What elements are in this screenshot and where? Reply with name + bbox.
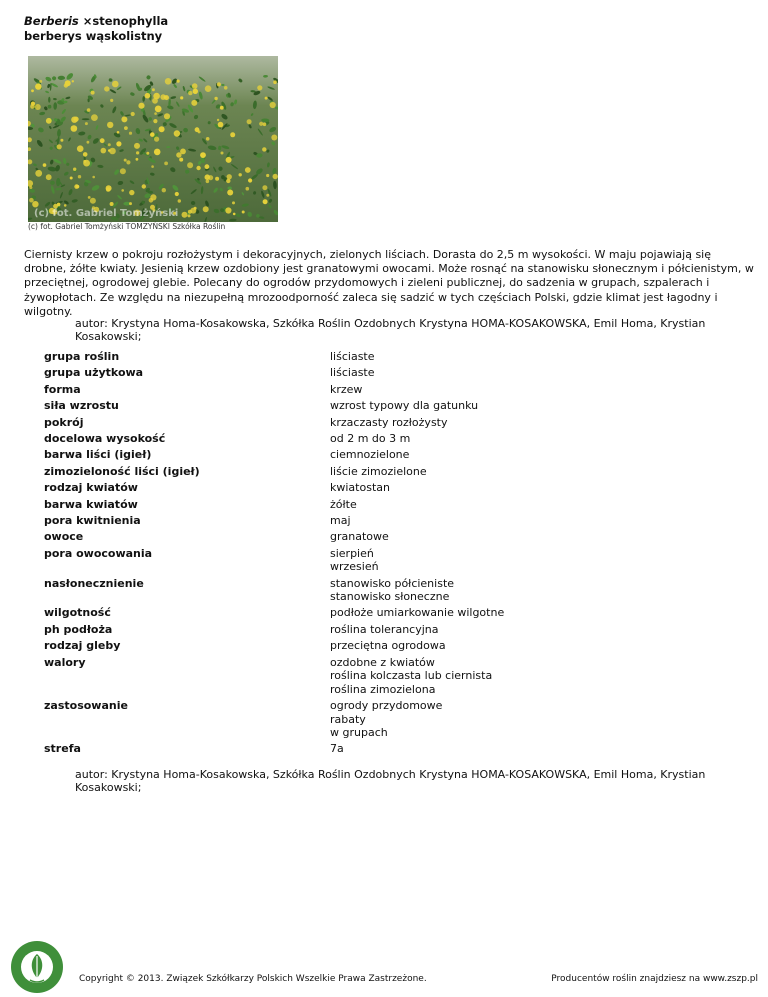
trait-row	[44, 399, 724, 413]
trait-value-line: ogrody przydomowe	[330, 699, 443, 713]
trait-row	[44, 350, 724, 364]
zszp-logo-icon	[10, 940, 64, 994]
trait-value-line: krzaczasty rozłożysty	[330, 415, 448, 429]
trait-value-line: 7a	[330, 742, 344, 756]
trait-value	[330, 639, 724, 653]
trait-value	[330, 577, 724, 604]
trait-value	[330, 699, 724, 740]
trait-value	[330, 366, 724, 380]
trait-label: zimozieloność liści (igieł)	[44, 464, 200, 478]
trait-value	[330, 547, 724, 574]
trait-value	[330, 606, 724, 620]
trait-row	[44, 623, 724, 637]
author-top: autor: Krystyna Homa-Kosakowska, Szkółka Roślin Ozdobnych Krystyna HOMA-KOSAKOWSKA, Emil Homa, Krystian Kosakowski;	[75, 317, 706, 343]
trait-value-line: wzrost typowy dla gatunku	[330, 399, 479, 413]
latin-hybrid: ×stenophylla	[82, 14, 169, 28]
trait-value-line: przeciętna ogrodowa	[330, 639, 446, 653]
trait-value-line: roślina kolczasta lub ciernista	[330, 669, 493, 683]
trait-value	[330, 383, 724, 397]
trait-row	[44, 383, 724, 397]
trait-label: owoce	[44, 530, 84, 544]
trait-value-line: żółte	[330, 497, 357, 511]
polish-name: berberys wąskolistny	[24, 29, 163, 43]
trait-row	[44, 465, 724, 479]
trait-value	[330, 623, 724, 637]
trait-label: pora kwitnienia	[44, 513, 141, 527]
trait-label: zastosowanie	[44, 699, 128, 713]
trait-value-line: liściaste	[330, 350, 375, 363]
trait-value-line: liście zimozielone	[330, 464, 427, 478]
trait-value	[330, 514, 724, 528]
trait-value-line: sierpień	[330, 546, 374, 560]
trait-value-line: wrzesień	[330, 560, 379, 574]
author-bottom: autor: Krystyna Homa-Kosakowska, Szkółka Roślin Ozdobnych Krystyna HOMA-KOSAKOWSKA, Emil Homa, Krystian Kosakowski;	[75, 768, 706, 794]
trait-row	[44, 639, 724, 653]
trait-row	[44, 742, 724, 756]
trait-label: rodzaj kwiatów	[44, 481, 138, 495]
trait-label: barwa liści (igieł)	[44, 448, 152, 462]
photo-watermark: (c) fot. Gabriel Tomżyński	[34, 208, 179, 219]
trait-row	[44, 530, 724, 544]
trait-value-line: krzew	[330, 382, 363, 396]
trait-value	[330, 498, 724, 512]
trait-value-line: roślina zimozielona	[330, 682, 436, 696]
plant-photo	[28, 56, 278, 222]
trait-value-line: stanowisko słoneczne	[330, 590, 450, 604]
trait-value-line: od 2 m do 3 m	[330, 431, 411, 445]
trait-value	[330, 350, 724, 364]
trait-value	[330, 481, 724, 495]
trait-value-line: ciemnozielone	[330, 448, 410, 462]
description: Ciernisty krzew o pokroju rozłożystym i dekoracyjnych, zielonych liściach. Dorasta do 2,5 m wysokości. W maju pojawiają się drobne, żółte kwiaty. Jesienią krzew ozdobiony jest granatowymi owocami. Może rosnąć na stanowisku słonecznym i półcienistym, w przeciętnej, ogrodowej glebie. Polecany do ogrodów przydomowych i zieleni publicznej, do sadzenia w grupach, szpalerach i żywopłotach. Ze względu na niezupełną mrozoodporność zaleca się sadzić w tych częściach Polski, gdzie klimat jest łagodny i wilgotny.	[24, 248, 754, 318]
footer-copyright: Copyright © 2013. Związek Szkółkarzy Polskich Wszelkie Prawa Zastrzeżone.	[79, 974, 427, 984]
trait-label: strefa	[44, 742, 81, 756]
trait-label: rodzaj gleby	[44, 639, 121, 653]
trait-label: barwa kwiatów	[44, 497, 138, 511]
trait-value-line: stanowisko półcieniste	[330, 576, 455, 590]
trait-row	[44, 656, 724, 697]
trait-label: siła wzrostu	[44, 399, 119, 413]
trait-value	[330, 742, 724, 756]
trait-value	[330, 656, 724, 697]
trait-row	[44, 498, 724, 512]
trait-label: forma	[44, 382, 81, 396]
trait-value	[330, 530, 724, 544]
footer-producers-link[interactable]: Producentów roślin znajdziesz na www.zszp.pl	[551, 974, 758, 984]
trait-label: docelowa wysokość	[44, 431, 166, 445]
trait-label: ph podłoża	[44, 622, 113, 636]
trait-value-line: granatowe	[330, 530, 389, 544]
trait-value	[330, 448, 724, 462]
photo-caption: (c) fot. Gabriel Tomżyński TOMZYŃSKI Szkółka Roślin	[28, 222, 226, 231]
trait-value-line: maj	[330, 513, 351, 527]
trait-value	[330, 465, 724, 479]
trait-value-line: rabaty	[330, 712, 366, 726]
trait-row	[44, 448, 724, 462]
trait-label: grupa roślin	[44, 350, 120, 363]
trait-row	[44, 481, 724, 495]
trait-label: nasłonecznienie	[44, 576, 144, 590]
latin-name: Berberis ×stenophylla	[24, 14, 169, 28]
trait-label: pokrój	[44, 415, 84, 429]
trait-row	[44, 547, 724, 574]
trait-value-line: roślina tolerancyjna	[330, 622, 439, 636]
trait-row	[44, 699, 724, 740]
trait-row	[44, 577, 724, 604]
trait-label: grupa użytkowa	[44, 366, 144, 380]
trait-row	[44, 514, 724, 528]
traits-table	[44, 350, 724, 759]
trait-row	[44, 416, 724, 430]
trait-value	[330, 416, 724, 430]
trait-label: walory	[44, 655, 86, 669]
trait-row	[44, 366, 724, 380]
trait-value-line: podłoże umiarkowanie wilgotne	[330, 606, 505, 620]
trait-value-line: w grupach	[330, 726, 388, 740]
trait-value-line: kwiatostan	[330, 481, 390, 495]
trait-row	[44, 432, 724, 446]
trait-label: pora owocowania	[44, 546, 153, 560]
trait-row	[44, 606, 724, 620]
trait-value	[330, 399, 724, 413]
trait-value-line: liściaste	[330, 366, 375, 380]
trait-value-line: ozdobne z kwiatów	[330, 655, 435, 669]
trait-value	[330, 432, 724, 446]
trait-label: wilgotność	[44, 606, 111, 620]
